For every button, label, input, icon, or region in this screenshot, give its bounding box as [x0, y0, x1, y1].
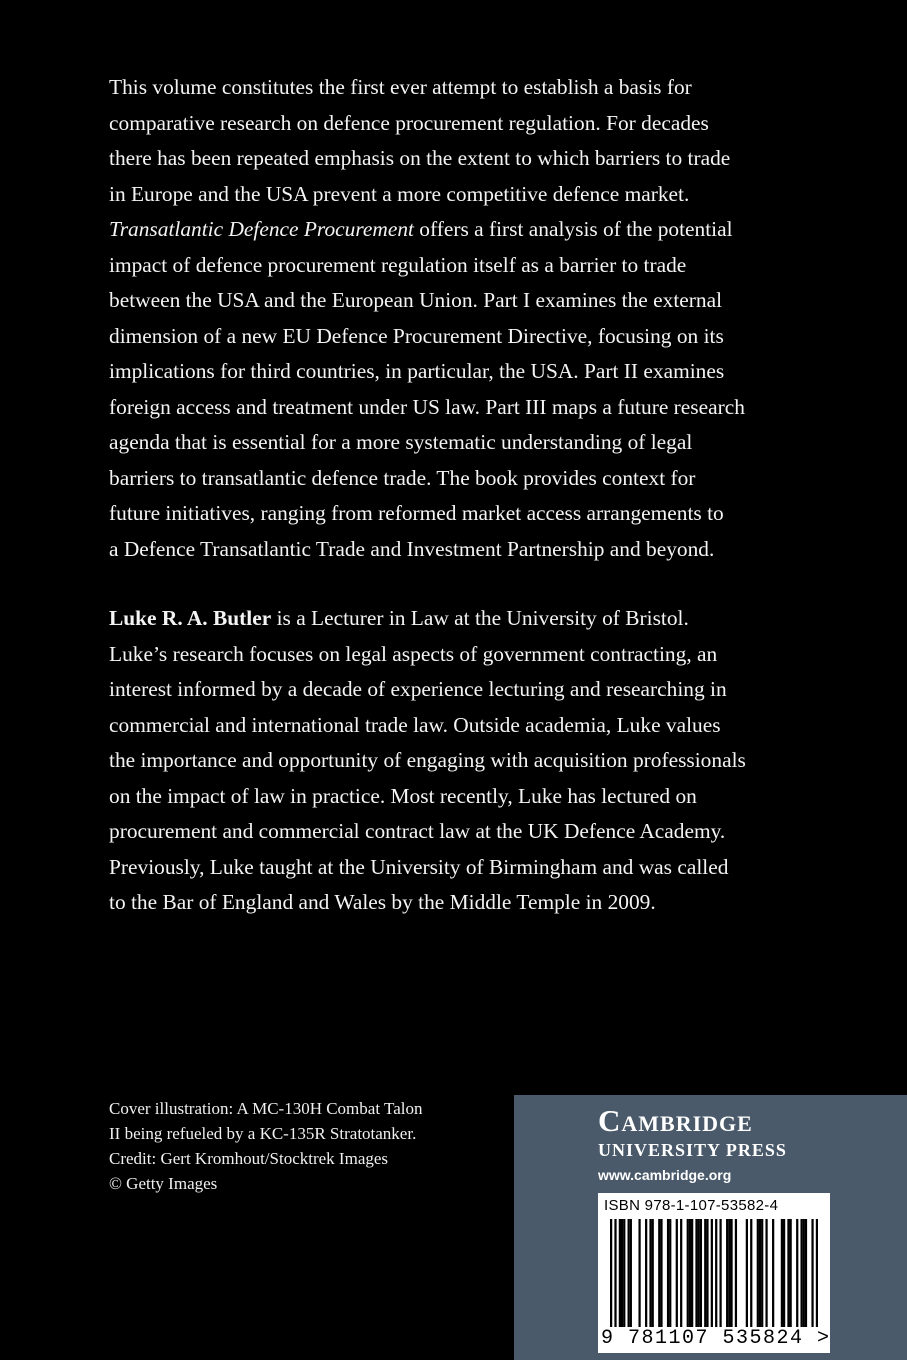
blurb-line: implications for third countries, in particular, the USA. Part II examines: [109, 359, 725, 383]
book-blurb: [109, 70, 839, 567]
bio-line: commercial and international trade law. Outside academia, Luke values: [109, 712, 721, 737]
barcode-bar: [676, 1219, 678, 1327]
barcode-bar: [730, 1219, 732, 1327]
bio-line: Luke’s research focuses on legal aspects of government contracting, an: [109, 641, 718, 666]
blurb-line: impact of defence procurement regulation itself as a barrier to trade: [109, 252, 687, 277]
barcode-bar: [783, 1219, 785, 1327]
barcode-bar: [765, 1219, 767, 1327]
credit-line: Credit: Gert Kromhout/Stocktrek Images: [109, 1149, 389, 1168]
cover-credit: [109, 1096, 489, 1196]
barcode-bar: [698, 1219, 700, 1327]
publisher-url: www.cambridge.org: [598, 1167, 732, 1183]
blurb-line-rest: offers a first analysis of the potential: [413, 217, 733, 241]
blurb-line: barriers to transatlantic defence trade. The book provides context for: [109, 465, 696, 490]
barcode-bar: [735, 1219, 737, 1327]
credit-line: Cover illustration: A MC-130H Combat Talon: [109, 1099, 423, 1118]
barcode-bar: [811, 1219, 813, 1327]
book-title-italic: Transatlantic Defence Procurement: [109, 217, 414, 241]
publisher-subtitle: UNIVERSITY PRESS: [598, 1140, 787, 1160]
barcode-bar: [759, 1219, 761, 1327]
blurb-line: agenda that is essential for a more systematic understanding of legal: [109, 430, 693, 454]
barcode-bar: [796, 1219, 798, 1327]
bio-line: procurement and commercial contract law at the UK Defence Academy.: [109, 819, 726, 843]
barcode-bar: [719, 1219, 721, 1327]
author-bio: [109, 601, 839, 921]
bio-line-rest: is a Lecturer in Law at the University of Bristol.: [271, 606, 689, 630]
barcode-bar: [790, 1219, 792, 1327]
barcode-bar: [781, 1219, 783, 1327]
author-name: Luke R. A. Butler: [109, 606, 272, 630]
barcode-bar: [658, 1219, 660, 1327]
barcode-bar: [695, 1219, 697, 1327]
blurb-line: future initiatives, ranging from reformed market access arrangements to: [109, 501, 724, 525]
barcode-icon: [610, 1219, 818, 1327]
blurb-line: dimension of a new EU Defence Procurement Directive, focusing on its: [109, 323, 724, 348]
barcode-digits: 9 781107 535824 >: [601, 1327, 831, 1350]
bio-line: on the impact of law in practice. Most recently, Luke has lectured on: [109, 783, 697, 808]
bio-line: to the Bar of England and Wales by the Middle Temple in 2009.: [109, 890, 656, 914]
barcode-bar: [761, 1219, 763, 1327]
credit-line: © Getty Images: [109, 1174, 218, 1193]
blurb-line: [109, 212, 839, 248]
bio-line: Previously, Luke taught at the University of Birmingham and was called: [109, 854, 729, 879]
blurb-line: a Defence Transatlantic Trade and Investment Partnership and beyond.: [109, 536, 715, 561]
barcode-bar: [689, 1219, 691, 1327]
barcode-bar: [728, 1219, 730, 1327]
credit-line: II being refueled by a KC-135R Stratotanker.: [109, 1124, 417, 1143]
bio-line: [109, 601, 839, 637]
blurb-line: foreign access and treatment under US law. Part III maps a future research: [109, 394, 745, 419]
barcode-bar: [816, 1219, 818, 1327]
barcode-bar: [691, 1219, 693, 1327]
barcode-bar: [669, 1219, 671, 1327]
barcode-bar: [619, 1219, 621, 1327]
barcode-bar: [614, 1219, 616, 1327]
publisher-name: Cambridge: [598, 1103, 753, 1138]
blurb-line: in Europe and the USA prevent a more competitive defence market.: [109, 181, 690, 206]
barcode-bar: [630, 1219, 632, 1327]
isbn-label: ISBN 978-1-107-53582-4: [604, 1197, 779, 1214]
barcode-bar: [645, 1219, 647, 1327]
barcode-bar: [800, 1219, 802, 1327]
barcode-bar: [623, 1219, 625, 1327]
barcode-bar: [652, 1219, 654, 1327]
blurb-line: between the USA and the European Union. Part I examines the external: [109, 288, 723, 312]
bio-line: interest informed by a decade of experience lecturing and researching in: [109, 677, 727, 701]
barcode-bar: [805, 1219, 807, 1327]
barcode-bar: [704, 1219, 706, 1327]
blurb-line: comparative research on defence procurement regulation. For decades: [109, 110, 709, 135]
barcode-bar: [750, 1219, 752, 1327]
barcode-bar: [787, 1219, 789, 1327]
barcode-bar: [621, 1219, 623, 1327]
barcode-bar: [628, 1219, 630, 1327]
barcode-bar: [715, 1219, 717, 1327]
barcode-bar: [711, 1219, 713, 1327]
barcode-bar: [638, 1219, 640, 1327]
publisher-panel: [514, 1095, 907, 1360]
blurb-line: This volume constitutes the first ever attempt to establish a basis for: [109, 75, 692, 99]
barcode-bar: [687, 1219, 689, 1327]
barcode-bar: [610, 1219, 612, 1327]
barcode-box: [598, 1193, 830, 1353]
barcode-bar: [700, 1219, 702, 1327]
barcode-bar: [706, 1219, 708, 1327]
bio-line: the importance and opportunity of engaging with acquisition professionals: [109, 748, 746, 772]
barcode-bar: [757, 1219, 759, 1327]
barcode-bar: [649, 1219, 651, 1327]
barcode-bar: [726, 1219, 728, 1327]
blurb-line: there has been repeated emphasis on the extent to which barriers to trade: [109, 146, 731, 170]
barcode-bar: [667, 1219, 669, 1327]
barcode-bar: [803, 1219, 805, 1327]
barcode-bar: [772, 1219, 774, 1327]
barcode-bar: [746, 1219, 748, 1327]
barcode-bar: [680, 1219, 682, 1327]
barcode-bar: [660, 1219, 662, 1327]
